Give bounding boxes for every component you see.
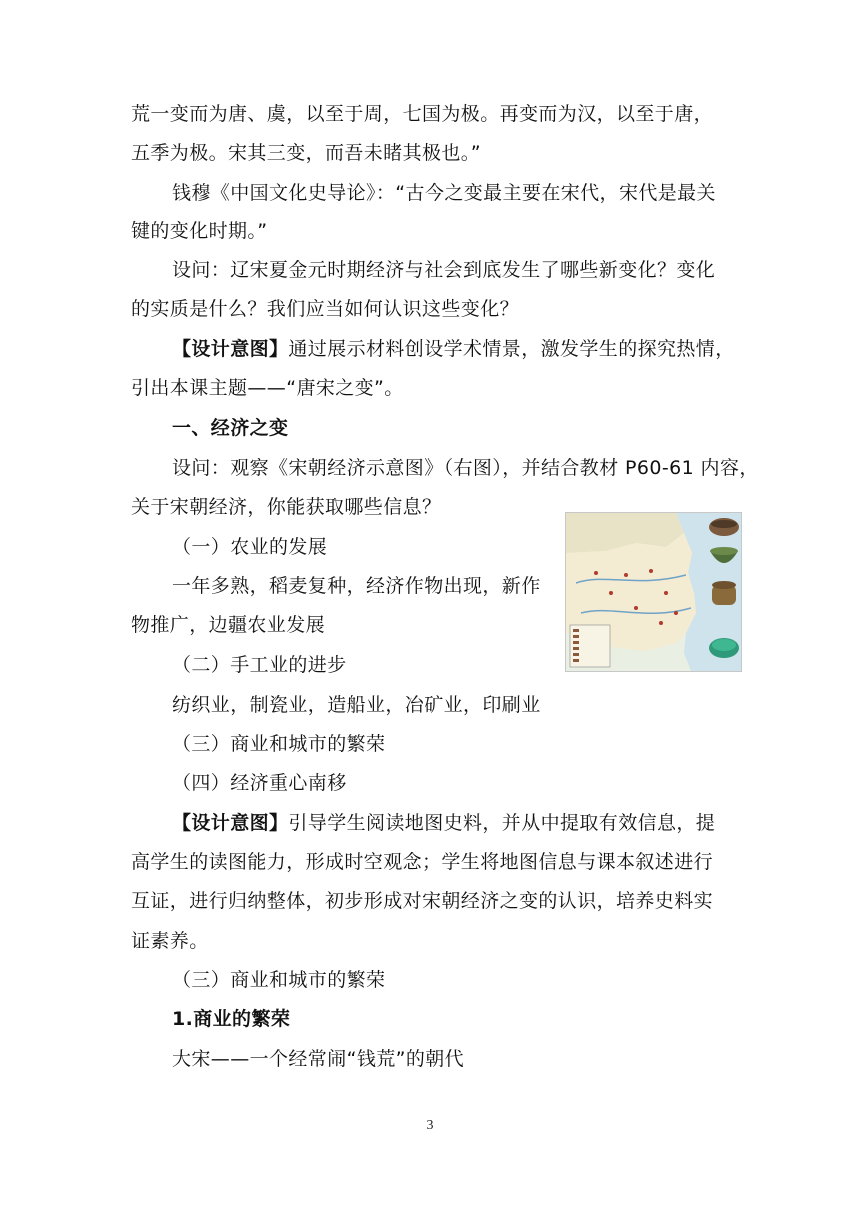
design-intent-text: 通过展示材料创设学术情景，激发学生的探究热情， (288, 338, 735, 360)
body-text-line: 荒一变而为唐、虞，以至于周，七国为极。再变而为汉，以至于唐， (131, 103, 714, 125)
subsection-heading: （三）商业和城市的繁荣 (172, 969, 386, 991)
design-intent-label: 【设计意图】 (172, 338, 289, 360)
design-intent-paragraph (172, 811, 715, 835)
body-text-line: 一年多熟，稻麦复种，经济作物出现，新作 (172, 575, 541, 597)
body-text-line: 证素养。 (131, 930, 209, 952)
subsection-heading: （三）商业和城市的繁荣 (172, 733, 386, 755)
body-text-line: 大宋——一个经常闹“钱荒”的朝代 (172, 1048, 465, 1070)
design-intent-text: 引导学生阅读地图史料，并从中提取有效信息，提 (288, 812, 716, 834)
body-text-line: 关于宋朝经济，你能获取哪些信息？ (131, 496, 442, 518)
design-intent-paragraph (172, 337, 735, 361)
question-paragraph: 设问：辽宋夏金元时期经济与社会到底发生了哪些新变化？变化 (172, 259, 716, 281)
subsection-heading: （一）农业的发展 (172, 536, 328, 558)
body-text-line: 互证，进行归纳整体，初步形成对宋朝经济之变的认识，培养史料实 (131, 890, 714, 912)
body-text-line: 纺织业，制瓷业，造船业，冶矿业，印刷业 (172, 694, 541, 716)
body-text-line: 的实质是什么？我们应当如何认识这些变化？ (131, 298, 520, 320)
song-economy-map-image (565, 512, 742, 672)
map-drawing (566, 513, 741, 671)
section-heading: 一、经济之变 (172, 417, 289, 439)
subsection-heading: （四）经济重心南移 (172, 772, 347, 794)
quote-paragraph: 钱穆《中国文化史导论》：“古今之变最主要在宋代，宋代是最关 (172, 182, 716, 204)
question-paragraph: 设问：观察《宋朝经济示意图》（右图），并结合教材 P60-61 内容， (172, 457, 759, 479)
body-text-line: 物推广，边疆农业发展 (131, 614, 326, 636)
design-intent-label: 【设计意图】 (172, 812, 289, 834)
body-text-line: 高学生的读图能力，形成时空观念；学生将地图信息与课本叙述进行 (131, 851, 714, 873)
body-text-line: 五季为极。宋其三变，而吾未睹其极也。” (131, 142, 481, 164)
page-number: 3 (426, 1118, 434, 1133)
numbered-heading: 1.商业的繁荣 (172, 1008, 291, 1030)
body-text-line: 引出本课主题——“唐宋之变”。 (131, 377, 404, 399)
body-text-line: 键的变化时期。” (131, 220, 268, 242)
subsection-heading: （二）手工业的进步 (172, 654, 347, 676)
